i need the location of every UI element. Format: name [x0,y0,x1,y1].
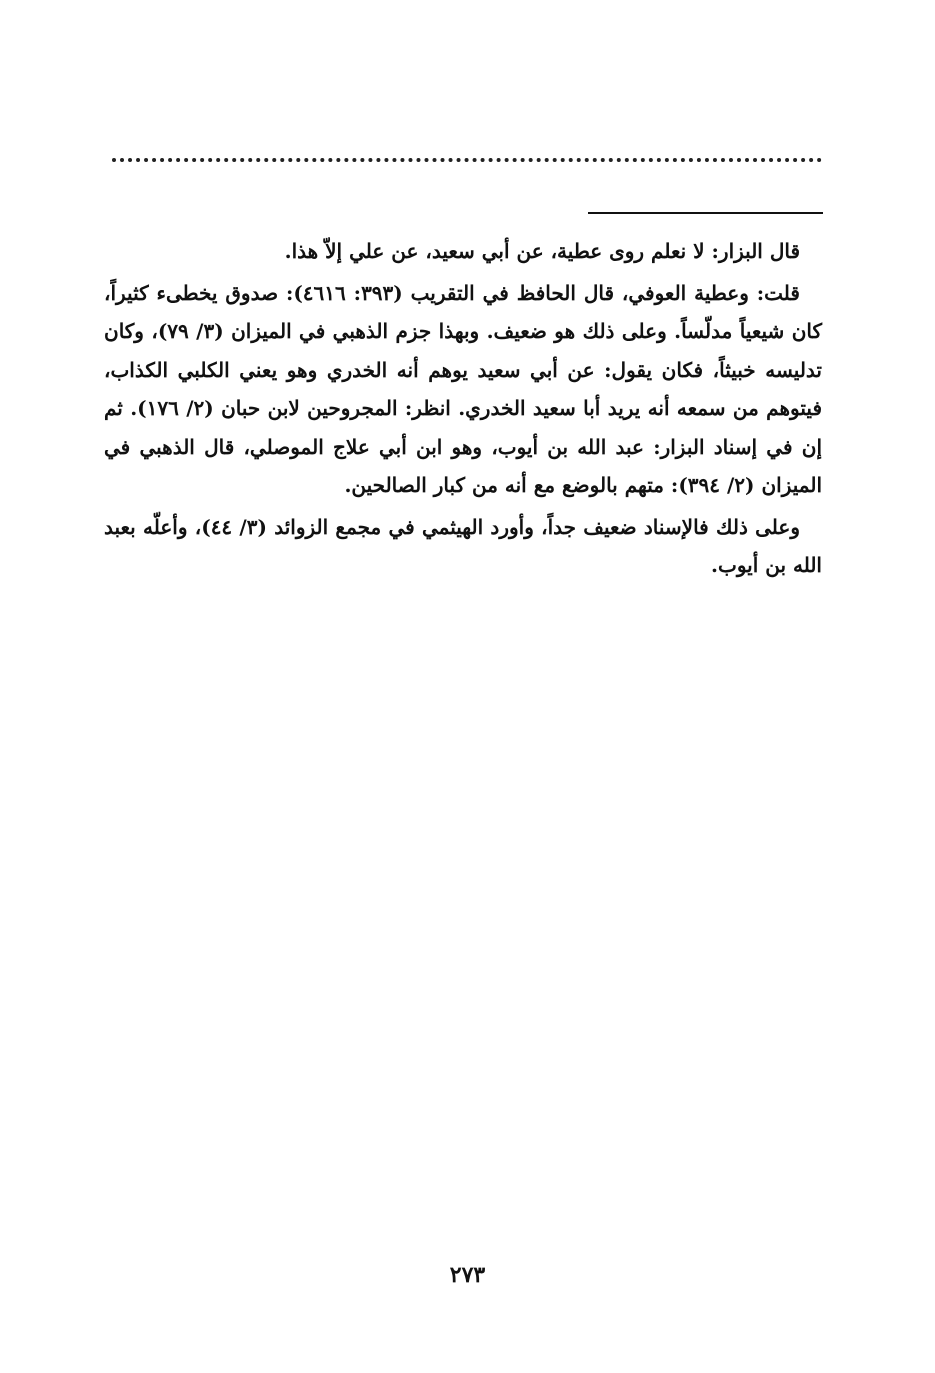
footnote-separator-line [588,212,823,214]
page-number: ٢٧٣ [449,1262,486,1288]
footnote-paragraph-attiyya: قلت: وعطية العوفي، قال الحافظ في التقريب (٣٩٣: ٤٦١٦): صدوق يخطىء كثيراً، كان شيعياً مدلّساً. وعلى ذلك هو ضعيف. وبهذا جزم الذهبي في الميزان (٣/ ٧٩)، وكان تدليسه خبيثاً، فكان يقول: عن أبي سعيد يوهم أنه الخدري وهو يعني الكلبي الكذاب، فيتوهم من سمعه أنه يريد أبا سعيد الخدري. انظر: المجروحين لابن حبان (٢/ ١٧٦). ثم إن في إسناد البزار: عبد الله بن أيوب، وهو ابن أبي علاج الموصلي، قال الذهبي في الميزان (٢/ ٣٩٤): متهم بالوضع مع أنه من كبار الصالحين. [104,280,823,497]
dotted-separator [112,158,822,162]
footnote-paragraph-conclusion: وعلى ذلك فالإسناد ضعيف جداً، وأورد الهيثمي في مجمع الزوائد (٣/ ٤٤)، وأعلّه بعبد الله بن أيوب. [104,514,822,577]
footnote-paragraph-bazzar: قال البزار: لا نعلم روى عطية، عن أبي سعيد، عن علي إلاّ هذا. [284,239,800,263]
footnote-text-block [104,232,822,588]
